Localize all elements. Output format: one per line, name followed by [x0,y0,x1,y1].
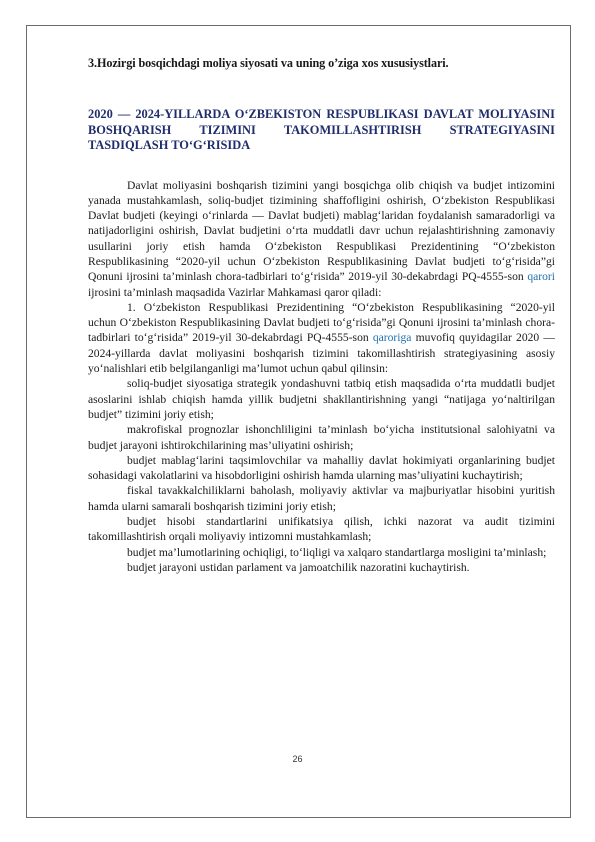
list-item: fiskal tavakkalchiliklarni baholash, moliyaviy aktivlar va majburiyatlar hisobini yuritish hamda ularni samarali boshqarish tizimini joriy etish; [88,484,555,513]
point-1-text-end: muvofiq quyidagilar 2020 — 2024-yillarda davlat moliyasini boshqarish tizimini takomillashtirish strategiyasining asosiy yo‘nalishlari etib belgilanganligi ma’lumot uchun qabul qilinsin: [88,331,555,376]
intro-paragraph [88,178,555,300]
list-item: soliq-budjet siyosatiga strategik yondashuvni tatbiq etish maqsadida o‘rta muddatli budjet asoslarini ishlab chiqish hamda yillik budjetni shakllantirishning yangi “natijaga yo‘naltirilgan budjet” tizimini joriy etish; [88,377,555,421]
qarori-link[interactable]: qarori [527,270,555,284]
list-item: budjet jarayoni ustidan parlament va jamoatchilik nazoratini kuchaytirish. [127,560,470,574]
list-item: budjet hisobi standartlarini unifikatsiya qilish, ichki nazorat va audit tizimini takomillashtirish orqali moliyaviy intizomni mustahkamlash; [88,515,555,544]
body-text [88,178,555,576]
point-1-text-start: 1. O‘zbekiston Respublikasi Prezidentining “O‘zbekiston Respublikasining “2020-yil uchun O‘zbekiston Respublikasining Davlat budjeti to‘g‘risida”gi Qonuni ijrosini ta’minlash chora-tadbirlari to‘g‘risida” 2019-yil 30-dekabrdagi PQ-4555-son [88,300,555,345]
intro-text-end: ijrosini ta’minlash maqsadida Vazirlar Mahkamasi qaror qiladi: [88,285,382,299]
qaroriga-link[interactable]: qaroriga [372,331,412,345]
list-item: budjet mablag‘larini taqsimlovchilar va mahalliy davlat hokimiyati organlarining budjet sohasidagi vakolatlarini va hisobdorligini oshirish hamda ularning mas’uliyatini kuchaytirish; [88,453,555,483]
list-item: makrofiskal prognozlar ishonchliligini ta’minlash bo‘yicha institutsional salohiyatni va budjet jarayoni ishtirokchilarining mas’uliyatini oshirish; [88,423,555,452]
point-1-paragraph [88,300,555,376]
document-heading: 2020 — 2024-YILLARDA O‘ZBEKISTON RESPUBLIKASI DAVLAT MOLIYASINI BOSHQARISH TIZIMINI TAKOMILLASHTIRISH STRATEGIYASINI TASDIQLASH TO‘G‘RISIDA [88,107,555,152]
document-content [88,56,555,575]
page-number: 26 [292,754,303,764]
list-item: budjet ma’lumotlarining ochiqligi, to‘liqligi va xalqaro standartlarga mosligini ta’minlash; [127,545,547,559]
section-title: 3.Hozirgi bosqichdagi moliya siyosati va uning o’ziga xos xususiystlari. [88,56,449,70]
intro-text-start: Davlat moliyasini boshqarish tizimini yangi bosqichga olib chiqish va budjet intizomini yanada mustahkamlash, soliq-budjet tizimining shaffofligini oshirish, O‘zbekiston Respublikasi Davlat budjeti (keyingi o‘rinlarda — Davlat budjeti) mablag‘laridan foydalanish samaradorligi va natijadorligini oshirish, Davlat budjetini o‘rta muddatli davr uchun rejalashtirishning zamonaviy usullarini joriy etish hamda O‘zbekiston Respublikasi Prezidentining “O‘zbekiston Respublikasining “2020-yil uchun O‘zbekiston Respublikasining Davlat budjeti to‘g‘risida”gi Qonuni ijrosini ta’minlash chora-tadbirlari to‘g‘risida” 2019-yil 30-dekabrdagi PQ-4555-son [88,178,555,284]
